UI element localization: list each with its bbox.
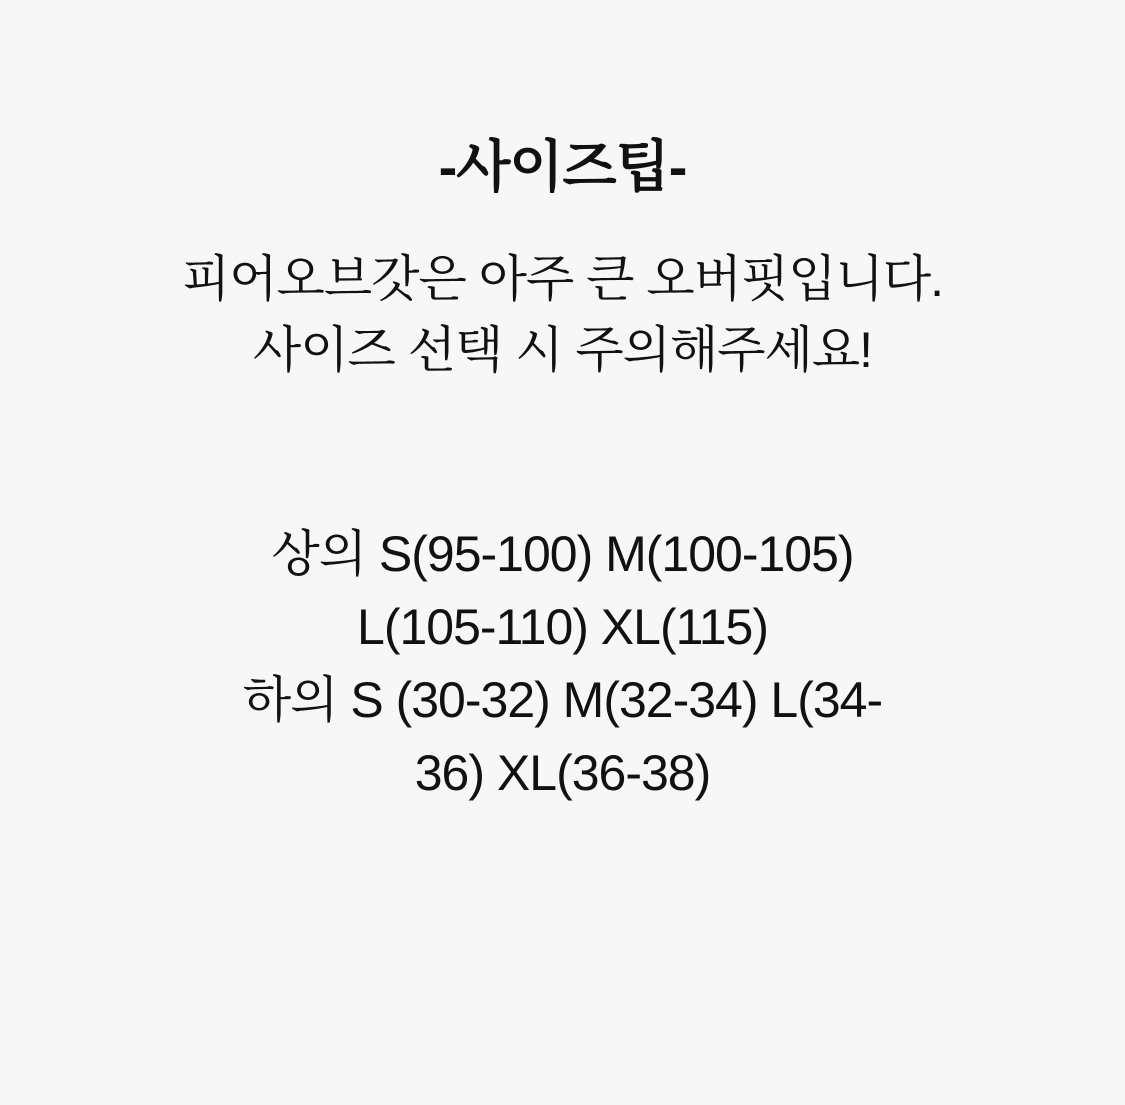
intro-text — [83, 244, 1043, 386]
size-line: L(105-110) XL(115) — [357, 599, 768, 655]
intro-line: 사이즈 선택 시 주의해주세요! — [252, 322, 873, 378]
size-line: 36) XL(36-38) — [414, 745, 711, 801]
size-line: 상의 S(95-100) M(100-105) — [271, 526, 854, 582]
size-measurements — [93, 518, 1033, 810]
intro-line: 피어오브갓은 아주 큰 오버핏입니다. — [181, 251, 944, 307]
size-line: 하의 S (30-32) M(32-34) L(34- — [242, 672, 883, 728]
page-title: -사이즈팁- — [438, 135, 687, 198]
